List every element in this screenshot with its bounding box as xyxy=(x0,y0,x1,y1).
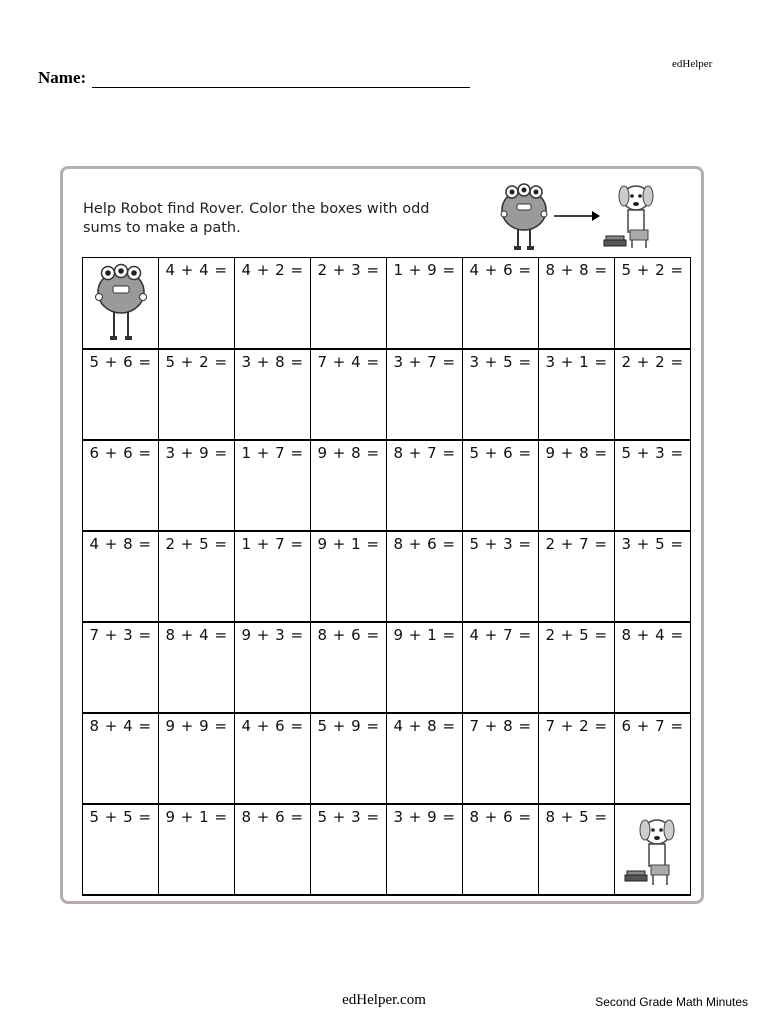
problem-cell[interactable] xyxy=(463,804,539,895)
addition-problem: 8 + 6 = xyxy=(393,535,456,553)
footer-site: edHelper.com xyxy=(342,992,426,1008)
grid-row xyxy=(83,622,691,713)
addition-problem: 3 + 9 = xyxy=(165,444,228,462)
addition-problem: 3 + 7 = xyxy=(393,353,456,371)
problem-cell[interactable] xyxy=(83,804,159,895)
problem-cell[interactable] xyxy=(159,531,235,622)
problem-cell[interactable] xyxy=(311,713,387,804)
addition-problem: 7 + 2 = xyxy=(545,717,608,735)
problem-cell[interactable] xyxy=(463,713,539,804)
addition-problem: 7 + 3 = xyxy=(89,626,152,644)
addition-problem: 8 + 8 = xyxy=(545,261,608,279)
problem-cell[interactable] xyxy=(159,440,235,531)
addition-problem: 6 + 7 = xyxy=(621,717,684,735)
footer-book-title: Second Grade Math Minutes xyxy=(595,995,748,1009)
problem-cell[interactable] xyxy=(83,440,159,531)
addition-problem: 5 + 2 = xyxy=(621,261,684,279)
addition-problem: 5 + 3 = xyxy=(621,444,684,462)
addition-problem: 2 + 2 = xyxy=(621,353,684,371)
addition-problem: 2 + 5 = xyxy=(165,535,228,553)
problem-cell[interactable] xyxy=(235,258,311,350)
addition-problem: 1 + 9 = xyxy=(393,261,456,279)
addition-problem: 4 + 7 = xyxy=(469,626,532,644)
problem-cell[interactable] xyxy=(311,622,387,713)
problem-cell[interactable] xyxy=(539,440,615,531)
name-field[interactable] xyxy=(38,68,470,88)
problem-cell[interactable] xyxy=(83,622,159,713)
addition-problem: 9 + 8 = xyxy=(317,444,380,462)
problem-cell[interactable] xyxy=(387,258,463,350)
addition-problem: 1 + 7 = xyxy=(241,444,304,462)
problem-cell[interactable] xyxy=(159,713,235,804)
problem-cell[interactable] xyxy=(615,531,691,622)
problem-cell[interactable] xyxy=(235,804,311,895)
robot-icon xyxy=(498,182,550,252)
problem-cell[interactable] xyxy=(463,622,539,713)
addition-problem: 5 + 3 = xyxy=(469,535,532,553)
addition-problem: 8 + 7 = xyxy=(393,444,456,462)
problem-cell[interactable] xyxy=(539,349,615,440)
addition-problem: 9 + 3 = xyxy=(241,626,304,644)
addition-problem: 5 + 3 = xyxy=(317,808,380,826)
problem-cell[interactable] xyxy=(539,531,615,622)
addition-problem: 8 + 6 = xyxy=(317,626,380,644)
end-cell[interactable] xyxy=(615,804,691,895)
start-cell[interactable] xyxy=(83,258,159,350)
name-label: Name: xyxy=(38,68,87,87)
addition-problem: 7 + 4 = xyxy=(317,353,380,371)
addition-problem: 7 + 8 = xyxy=(469,717,532,735)
problem-cell[interactable] xyxy=(159,804,235,895)
addition-problem: 3 + 8 = xyxy=(241,353,304,371)
grid-row xyxy=(83,531,691,622)
addition-problem: 5 + 9 = xyxy=(317,717,380,735)
addition-problem: 6 + 6 = xyxy=(89,444,152,462)
problem-cell[interactable] xyxy=(83,713,159,804)
name-underline[interactable] xyxy=(92,71,470,88)
problem-cell[interactable] xyxy=(159,622,235,713)
problem-cell[interactable] xyxy=(83,349,159,440)
addition-problem: 5 + 5 = xyxy=(89,808,152,826)
problem-cell[interactable] xyxy=(463,440,539,531)
problem-cell[interactable] xyxy=(615,258,691,350)
problem-cell[interactable] xyxy=(615,622,691,713)
addition-problem: 9 + 1 = xyxy=(317,535,380,553)
grid-row xyxy=(83,804,691,895)
problem-cell[interactable] xyxy=(387,713,463,804)
instructions-text: Help Robot find Rover. Color the boxes with odd sums to make a path. xyxy=(83,201,430,236)
addition-problem: 4 + 6 = xyxy=(241,717,304,735)
addition-problem: 1 + 7 = xyxy=(241,535,304,553)
grid-row xyxy=(83,440,691,531)
addition-problem: 9 + 9 = xyxy=(165,717,228,735)
addition-problem: 9 + 1 = xyxy=(165,808,228,826)
addition-problem: 8 + 5 = xyxy=(545,808,608,826)
problem-cell[interactable] xyxy=(539,622,615,713)
brand-label: edHelper xyxy=(672,58,713,70)
rover-end-icon xyxy=(621,815,685,889)
problem-cell[interactable] xyxy=(235,349,311,440)
problem-cell[interactable] xyxy=(235,531,311,622)
addition-problem: 2 + 7 = xyxy=(545,535,608,553)
problem-cell[interactable] xyxy=(311,804,387,895)
problem-cell[interactable] xyxy=(387,622,463,713)
addition-problem: 5 + 6 = xyxy=(89,353,152,371)
problem-cell[interactable] xyxy=(615,440,691,531)
problem-cell[interactable] xyxy=(539,258,615,350)
addition-problem: 5 + 6 = xyxy=(469,444,532,462)
dog-reading-icon xyxy=(602,182,666,252)
problem-cell[interactable] xyxy=(387,531,463,622)
addition-problem: 3 + 5 = xyxy=(469,353,532,371)
grid-row xyxy=(83,349,691,440)
problem-cell[interactable] xyxy=(387,349,463,440)
addition-problem: 8 + 6 = xyxy=(469,808,532,826)
addition-problem: 3 + 9 = xyxy=(393,808,456,826)
problem-cell[interactable] xyxy=(311,440,387,531)
arrow-right-icon xyxy=(554,210,600,222)
problem-cell[interactable] xyxy=(463,258,539,350)
problem-cell[interactable] xyxy=(235,622,311,713)
problem-cell[interactable] xyxy=(539,804,615,895)
addition-maze-grid xyxy=(82,257,691,896)
problem-cell[interactable] xyxy=(615,349,691,440)
addition-problem: 4 + 8 = xyxy=(89,535,152,553)
addition-problem: 2 + 3 = xyxy=(317,261,380,279)
problem-cell[interactable] xyxy=(235,713,311,804)
grid-row xyxy=(83,713,691,804)
problem-cell[interactable] xyxy=(311,531,387,622)
robot-start-icon xyxy=(93,261,149,343)
addition-problem: 2 + 5 = xyxy=(545,626,608,644)
addition-problem: 8 + 4 = xyxy=(89,717,152,735)
problem-cell[interactable] xyxy=(235,440,311,531)
problem-cell[interactable] xyxy=(387,804,463,895)
addition-problem: 5 + 2 = xyxy=(165,353,228,371)
problem-cell[interactable] xyxy=(159,258,235,350)
addition-problem: 4 + 4 = xyxy=(165,261,228,279)
addition-problem: 4 + 8 = xyxy=(393,717,456,735)
addition-problem: 8 + 4 = xyxy=(621,626,684,644)
grid-row xyxy=(83,258,691,350)
addition-problem: 8 + 4 = xyxy=(165,626,228,644)
addition-problem: 4 + 2 = xyxy=(241,261,304,279)
problem-cell[interactable] xyxy=(539,713,615,804)
problem-cell[interactable] xyxy=(615,713,691,804)
problem-cell[interactable] xyxy=(463,531,539,622)
problem-cell[interactable] xyxy=(311,258,387,350)
addition-problem: 3 + 1 = xyxy=(545,353,608,371)
problem-cell[interactable] xyxy=(83,531,159,622)
addition-problem: 9 + 1 = xyxy=(393,626,456,644)
problem-cell[interactable] xyxy=(159,349,235,440)
addition-problem: 4 + 6 = xyxy=(469,261,532,279)
addition-problem: 8 + 6 = xyxy=(241,808,304,826)
problem-cell[interactable] xyxy=(463,349,539,440)
addition-problem: 9 + 8 = xyxy=(545,444,608,462)
problem-cell[interactable] xyxy=(311,349,387,440)
addition-problem: 3 + 5 = xyxy=(621,535,684,553)
problem-cell[interactable] xyxy=(387,440,463,531)
